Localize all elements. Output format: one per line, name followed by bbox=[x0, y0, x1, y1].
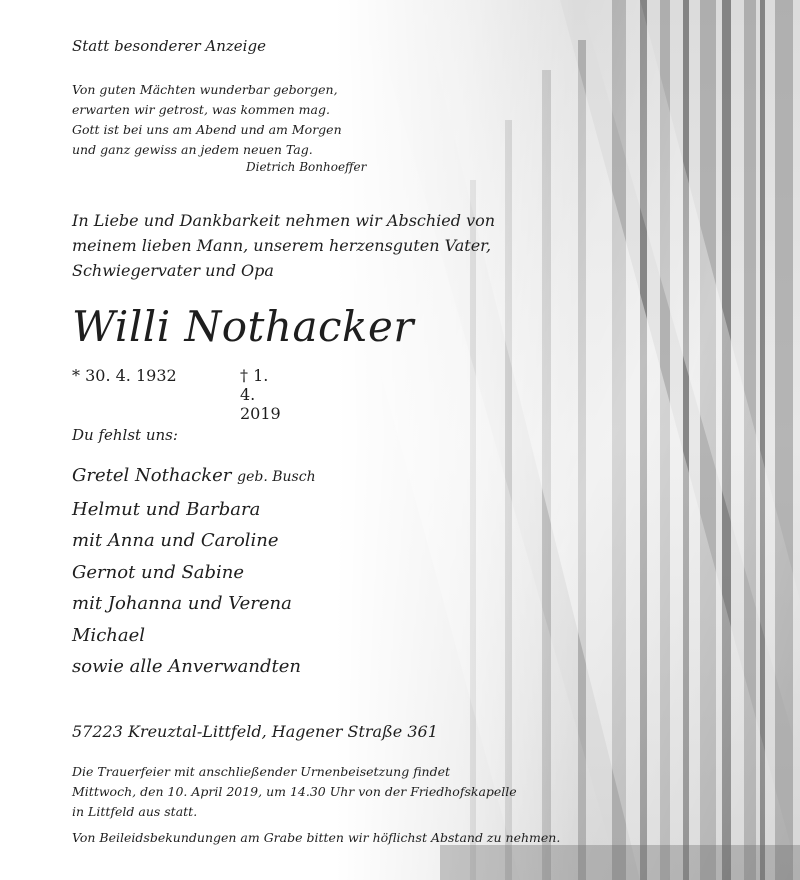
family-line: mit Johanna und Verena bbox=[72, 593, 292, 614]
info-line: in Littfeld aus statt. bbox=[72, 804, 198, 819]
relatives-line: sowie alle Anverwandten bbox=[72, 656, 301, 677]
family-list bbox=[72, 460, 316, 651]
funeral-info bbox=[72, 762, 517, 822]
poem-line: Gott ist bei uns am Abend und am Morgen bbox=[72, 122, 342, 137]
info-line: Mittwoch, den 10. April 2019, um 14.30 Uhr von der Friedhofskapelle bbox=[72, 784, 517, 799]
family-line: Helmut und Barbara bbox=[72, 498, 261, 520]
deceased-name: Willi Nothacker bbox=[72, 302, 414, 351]
family-line: Michael bbox=[72, 624, 146, 646]
family-line: mit Anna und Caroline bbox=[72, 530, 279, 551]
address: 57223 Kreuztal-Littfeld, Hagener Straße 361 bbox=[72, 722, 438, 741]
family-line: Gernot und Sabine bbox=[72, 561, 245, 583]
birth-date: * 30. 4. 1932 bbox=[72, 366, 177, 385]
closing-note: Von Beileidsbekundungen am Grabe bitten wir höflichst Abstand zu nehmen. bbox=[72, 830, 561, 845]
intro-line: Schwiegervater und Opa bbox=[72, 261, 274, 280]
poem-line: Von guten Mächten wunderbar geborgen, bbox=[72, 82, 338, 97]
intro-line: In Liebe und Dankbarkeit nehmen wir Abschied von bbox=[72, 211, 496, 230]
life-dates bbox=[72, 366, 281, 423]
bonhoeffer-poem bbox=[72, 80, 342, 160]
missed-label: Du fehlst uns: bbox=[72, 426, 178, 444]
spouse-name: Gretel Nothacker bbox=[72, 465, 232, 486]
poem-line: und ganz gewiss an jedem neuen Tag. bbox=[72, 142, 313, 157]
notice-header: Statt besonderer Anzeige bbox=[72, 37, 266, 55]
death-date: † 1. 4. 2019 bbox=[240, 366, 281, 423]
intro-line: meinem lieben Mann, unserem herzensguten Vater, bbox=[72, 236, 492, 255]
poem-author: Dietrich Bonhoeffer bbox=[246, 160, 367, 174]
farewell-intro bbox=[72, 208, 495, 283]
info-line: Die Trauerfeier mit anschließender Urnenbeisetzung findet bbox=[72, 764, 451, 779]
spouse-maiden-name: geb. Busch bbox=[237, 469, 316, 485]
poem-line: erwarten wir getrost, was kommen mag. bbox=[72, 102, 330, 117]
spouse-entry bbox=[72, 460, 316, 494]
